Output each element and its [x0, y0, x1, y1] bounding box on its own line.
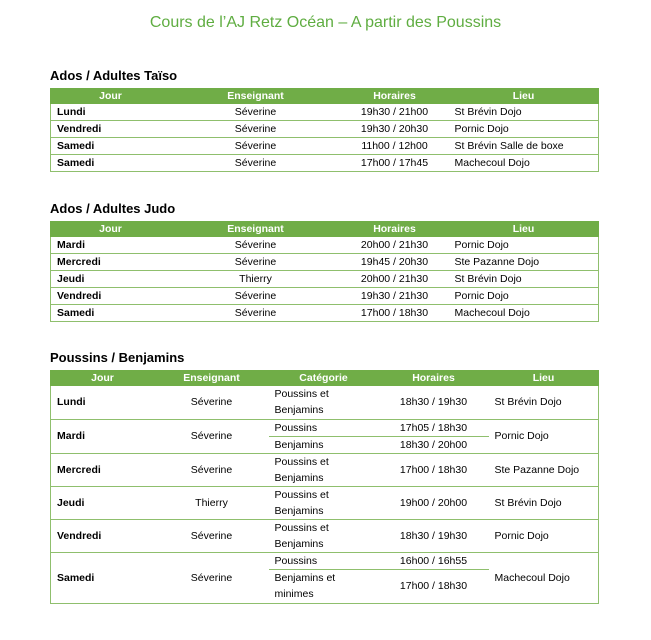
- cell-day: Jeudi: [51, 486, 155, 519]
- table-row: [51, 138, 599, 155]
- cell-teacher: Thierry: [171, 271, 341, 288]
- cell-time: 11h00 / 12h00: [341, 138, 449, 155]
- page-title: Cours de l’AJ Retz Océan – A partir des Poussins: [149, 14, 502, 31]
- section-title-taiso: Ados / Adultes Taïso: [50, 68, 178, 83]
- table-row: [51, 419, 599, 453]
- table-row: [51, 305, 599, 322]
- cell-place: St Brévin Dojo: [489, 486, 599, 519]
- col-header-categorie: Catégorie: [269, 370, 379, 386]
- cell-day: Mardi: [51, 419, 155, 453]
- cell-time: 17h00 / 17h45: [341, 155, 449, 172]
- cell-category: [269, 519, 379, 552]
- table-row: [51, 237, 599, 254]
- cell-place: Machecoul Dojo: [489, 552, 599, 603]
- cell-day: Mardi: [51, 237, 171, 254]
- cell-place: Pornic Dojo: [449, 288, 599, 305]
- category-line: minimes: [274, 588, 314, 600]
- category-line: Poussins et: [274, 488, 329, 501]
- poussins-header-row: [51, 370, 599, 386]
- cell-time: 20h00 / 21h30: [341, 237, 449, 254]
- judo-table: [50, 221, 599, 322]
- taiso-table: [50, 88, 599, 172]
- category-line: Poussins et: [274, 455, 329, 468]
- cell-teacher: Séverine: [171, 138, 341, 155]
- cell-time: [379, 552, 489, 603]
- cell-category: [269, 552, 379, 603]
- table-row: [51, 453, 599, 486]
- cell-place: Pornic Dojo: [489, 419, 599, 453]
- cell-teacher: Séverine: [155, 419, 269, 453]
- cell-teacher: Séverine: [171, 305, 341, 322]
- cell-time: 17h00 / 18h30: [379, 453, 489, 486]
- cell-teacher: Séverine: [171, 121, 341, 138]
- time-line: 18h30 / 20h00: [399, 438, 468, 451]
- col-header-lieu: Lieu: [449, 221, 599, 237]
- cell-category: [269, 486, 379, 519]
- col-header-enseignant: Enseignant: [171, 88, 341, 104]
- cell-category: [269, 419, 379, 453]
- cell-teacher: Séverine: [155, 552, 269, 603]
- cell-time: [379, 419, 489, 453]
- cell-place: Pornic Dojo: [489, 519, 599, 552]
- cell-time: 19h30 / 21h30: [341, 288, 449, 305]
- cell-teacher: Thierry: [155, 486, 269, 519]
- category-line: Benjamins: [274, 471, 324, 484]
- table-row: [51, 155, 599, 172]
- cell-teacher: Séverine: [155, 386, 269, 419]
- table-row: [51, 254, 599, 271]
- col-header-jour: Jour: [51, 221, 171, 237]
- cell-place: Ste Pazanne Dojo: [449, 254, 599, 271]
- table-row: [51, 386, 599, 419]
- col-header-jour: Jour: [51, 88, 171, 104]
- cell-day: Vendredi: [51, 121, 171, 138]
- cell-day: Samedi: [51, 305, 171, 322]
- cell-category: [269, 386, 379, 419]
- table-row: [51, 121, 599, 138]
- cell-time: 18h30 / 19h30: [379, 519, 489, 552]
- cell-day: Lundi: [51, 386, 155, 419]
- time-line: 17h05 / 18h30: [379, 420, 489, 437]
- cell-teacher: Séverine: [171, 288, 341, 305]
- cell-time: 18h30 / 19h30: [379, 386, 489, 419]
- table-row: [51, 288, 599, 305]
- category-line: Benjamins: [274, 438, 324, 451]
- cell-time: 19h45 / 20h30: [341, 254, 449, 271]
- cell-day: Samedi: [51, 155, 171, 172]
- category-line: Poussins: [269, 420, 379, 437]
- col-header-horaires: Horaires: [341, 221, 449, 237]
- poussins-table: [50, 370, 599, 604]
- cell-place: St Brévin Dojo: [449, 104, 599, 121]
- cell-day: Lundi: [51, 104, 171, 121]
- cell-time: 17h00 / 18h30: [341, 305, 449, 322]
- col-header-horaires: Horaires: [379, 370, 489, 386]
- cell-teacher: Séverine: [171, 104, 341, 121]
- cell-day: Mercredi: [51, 453, 155, 486]
- cell-time: 19h00 / 20h00: [379, 486, 489, 519]
- cell-time: 19h30 / 20h30: [341, 121, 449, 138]
- cell-teacher: Séverine: [155, 519, 269, 552]
- category-line: Benjamins: [274, 404, 324, 417]
- cell-place: Pornic Dojo: [449, 121, 599, 138]
- cell-day: Mercredi: [51, 254, 171, 271]
- cell-day: Vendredi: [51, 519, 155, 552]
- col-header-lieu: Lieu: [489, 370, 599, 386]
- table-row: [51, 519, 599, 552]
- cell-teacher: Séverine: [171, 155, 341, 172]
- col-header-lieu: Lieu: [449, 88, 599, 104]
- taiso-header-row: [51, 88, 599, 104]
- cell-day: Jeudi: [51, 271, 171, 288]
- cell-place: St Brévin Salle de boxe: [449, 138, 599, 155]
- time-line: 17h00 / 18h30: [399, 579, 468, 592]
- section-title-poussins: Poussins / Benjamins: [50, 350, 185, 365]
- cell-place: Machecoul Dojo: [449, 155, 599, 172]
- cell-day: Samedi: [51, 138, 171, 155]
- cell-place: Machecoul Dojo: [449, 305, 599, 322]
- cell-place: Ste Pazanne Dojo: [489, 453, 599, 486]
- cell-teacher: Séverine: [171, 237, 341, 254]
- category-line: Poussins et: [274, 521, 329, 534]
- category-line: Benjamins: [274, 504, 324, 517]
- cell-day: Vendredi: [51, 288, 171, 305]
- category-line: Poussins: [269, 553, 379, 570]
- category-line: Benjamins et: [274, 572, 336, 584]
- col-header-enseignant: Enseignant: [171, 221, 341, 237]
- cell-time: 19h30 / 21h00: [341, 104, 449, 121]
- category-line: Poussins et: [274, 388, 329, 401]
- cell-teacher: Séverine: [171, 254, 341, 271]
- section-title-judo: Ados / Adultes Judo: [50, 201, 176, 216]
- cell-place: Pornic Dojo: [449, 237, 599, 254]
- judo-header-row: [51, 221, 599, 237]
- cell-place: St Brévin Dojo: [449, 271, 599, 288]
- cell-teacher: Séverine: [155, 453, 269, 486]
- cell-time: 20h00 / 21h30: [341, 271, 449, 288]
- time-line: 16h00 / 16h55: [379, 553, 489, 570]
- cell-day: Samedi: [51, 552, 155, 603]
- cell-place: St Brévin Dojo: [489, 386, 599, 419]
- table-row: [51, 271, 599, 288]
- table-row: [51, 104, 599, 121]
- table-row: [51, 486, 599, 519]
- col-header-enseignant: Enseignant: [155, 370, 269, 386]
- col-header-horaires: Horaires: [341, 88, 449, 104]
- category-line: Benjamins: [274, 537, 324, 550]
- table-row: [51, 552, 599, 603]
- cell-category: [269, 453, 379, 486]
- col-header-jour: Jour: [51, 370, 155, 386]
